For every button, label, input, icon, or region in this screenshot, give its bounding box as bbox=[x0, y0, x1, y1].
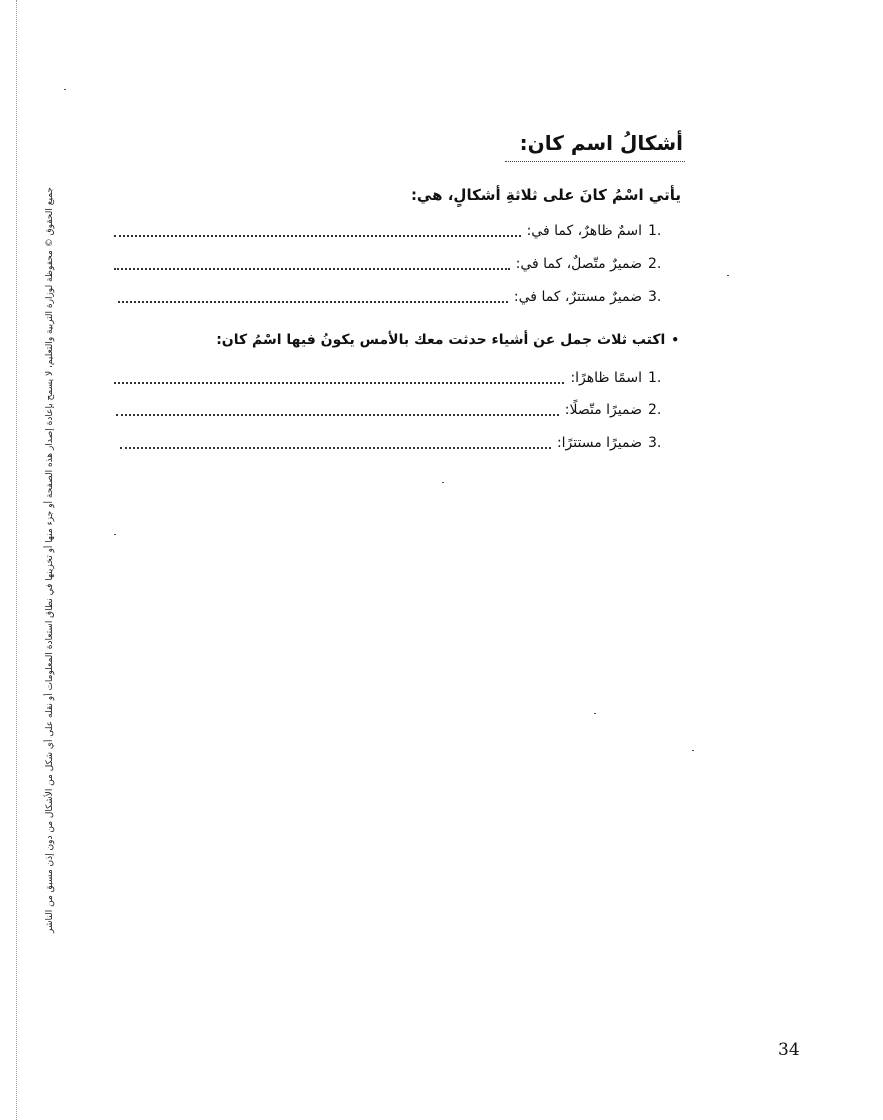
title-underline bbox=[505, 161, 685, 162]
section-title: أشكالُ اسم كان: bbox=[519, 131, 683, 155]
form-item-2 bbox=[114, 252, 668, 276]
answer-item-1 bbox=[114, 366, 668, 390]
item-label: ضميرٌ مستترٌ، كما في: bbox=[513, 289, 642, 305]
item-label: ضميرٌ متّصلٌ، كما في: bbox=[515, 256, 642, 272]
bullet-icon: • bbox=[671, 333, 679, 347]
task-instruction bbox=[216, 332, 679, 348]
item-number: 2. bbox=[648, 402, 662, 418]
item-label: ضميرًا متّصلًا: bbox=[564, 402, 642, 418]
scan-speck bbox=[692, 750, 694, 751]
copyright-side-note: جميع الحقوق © محفوظة لوزارة التربية والتعليم، لا يسمح بإعادة إصدار هذه الصفحة أو جزء منها أو تخزينها في نطاق استعادة المعلومات أو نقله على أي شكل من الأشكال من دون إذن مسبق من الناشر bbox=[45, 187, 55, 933]
page-number: 34 bbox=[778, 1040, 800, 1060]
form-item-1 bbox=[114, 219, 668, 243]
item-label: ضميرًا مستترًا: bbox=[556, 435, 642, 451]
answer-item-2 bbox=[116, 398, 668, 422]
item-label: اسمًا ظاهرًا: bbox=[570, 370, 642, 386]
task-text: اكتب ثلاث جمل عن أشياء حدثت معك بالأمس يكونُ فيها اسْمُ كان: bbox=[216, 332, 666, 348]
answer-line[interactable] bbox=[116, 414, 559, 416]
item-label: اسمٌ ظاهرٌ، كما في: bbox=[526, 223, 642, 239]
item-number: 1. bbox=[648, 223, 662, 239]
answer-line[interactable] bbox=[114, 382, 564, 384]
answer-item-3 bbox=[120, 431, 668, 455]
answer-line[interactable] bbox=[114, 268, 510, 270]
answer-line[interactable] bbox=[114, 235, 521, 237]
item-number: 3. bbox=[648, 435, 662, 451]
scan-speck bbox=[64, 89, 66, 90]
scan-speck bbox=[442, 482, 444, 483]
item-number: 2. bbox=[648, 256, 662, 272]
answer-line[interactable] bbox=[118, 301, 508, 303]
item-number: 3. bbox=[648, 289, 662, 305]
scan-speck bbox=[594, 713, 596, 714]
intro-text: يأتي اسْمُ كانَ على ثلاثةِ أشكالٍ، هي: bbox=[410, 186, 681, 204]
item-number: 1. bbox=[648, 370, 662, 386]
scan-border bbox=[16, 0, 17, 1120]
scan-speck bbox=[727, 275, 729, 276]
scan-speck bbox=[114, 534, 116, 535]
form-item-3 bbox=[118, 285, 668, 309]
answer-line[interactable] bbox=[120, 447, 551, 449]
